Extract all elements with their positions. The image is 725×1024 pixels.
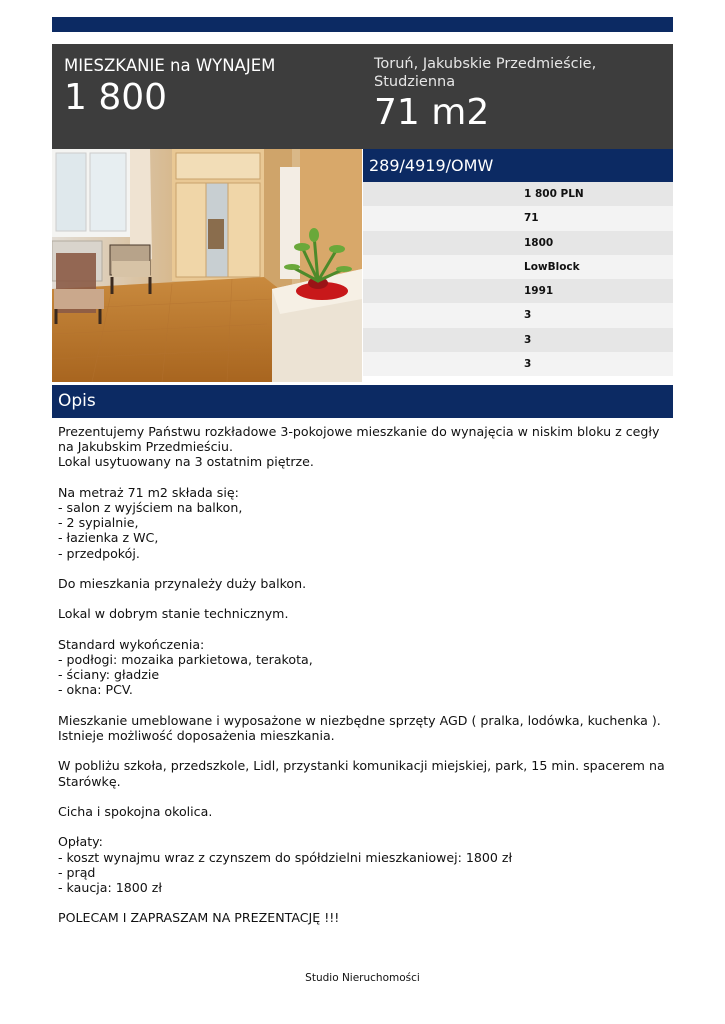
description-body [58,424,670,941]
detail-row: 71 [363,206,673,230]
description-paragraph: W pobliżu szkoła, przedszkole, Lidl, przystanki komunikacji miejskiej, park, 15 min. spacerem na Starówkę. [58,758,665,789]
listing-header [52,44,673,149]
detail-row: LowBlock [363,255,673,279]
header-left [64,56,354,118]
detail-row: 3 [363,352,673,376]
listing-price: 1 800 [64,77,168,118]
listing-reference: 289/4919/OMW [363,149,673,182]
description-paragraph: POLECAM I ZAPRASZAM NA PREZENTACJĘ !!! [58,910,340,926]
detail-row: 3 [363,328,673,352]
header-right [374,55,664,133]
description-paragraph: Do mieszkania przynależy duży balkon. [58,576,307,591]
listing-area: 71 m2 [374,92,490,133]
listing-type: MIESZKANIE na WYNAJEM [64,56,276,75]
footer-company: Studio Nieruchomości [305,972,420,984]
description-paragraph: Mieszkanie umeblowane i wyposażone w niezbędne sprzęty AGD ( pralka, lodówka, kuchenka ). Istnieje możliwość doposażenia mieszkania. [58,712,661,743]
description-section-title: Opis [52,385,673,418]
description-paragraph: Prezentujemy Państwu rozkładowe 3-pokojowe mieszkanie do wynajęcia w niskim bloku z cegły na Jakubskim Przedmieściu. Lokal usytuowany na 3 ostatnim piętrze. [58,424,660,470]
detail-row: 3 [363,303,673,327]
detail-row: 1 800 PLN [363,182,673,206]
listing-details-table [363,182,673,376]
detail-row: 1991 [363,279,673,303]
apartment-interior-photo [52,149,362,382]
top-accent-bar [52,17,673,32]
detail-row: 1800 [363,231,673,255]
description-paragraph: Opłaty: - koszt wynajmu wraz z czynszem do spółdzielni mieszkaniowej: 1800 zł - prąd - kaucja: 1800 zł [58,834,513,895]
description-paragraph: Cicha i spokojna okolica. [58,803,213,819]
description-paragraph: Na metraż 71 m2 składa się: - salon z wyjściem na balkon, - 2 sypialnie, - łazienka z WC, - przedpokój. [58,484,243,561]
listing-location: Toruń, Jakubskie Przedmieście, Studzienna [374,56,597,90]
description-paragraph: Lokal w dobrym stanie technicznym. [58,606,289,622]
description-paragraph: Standard wykończenia: - podłogi: mozaika parkietowa, terakota, - ściany: gładzie - okna: PCV. [58,636,313,698]
